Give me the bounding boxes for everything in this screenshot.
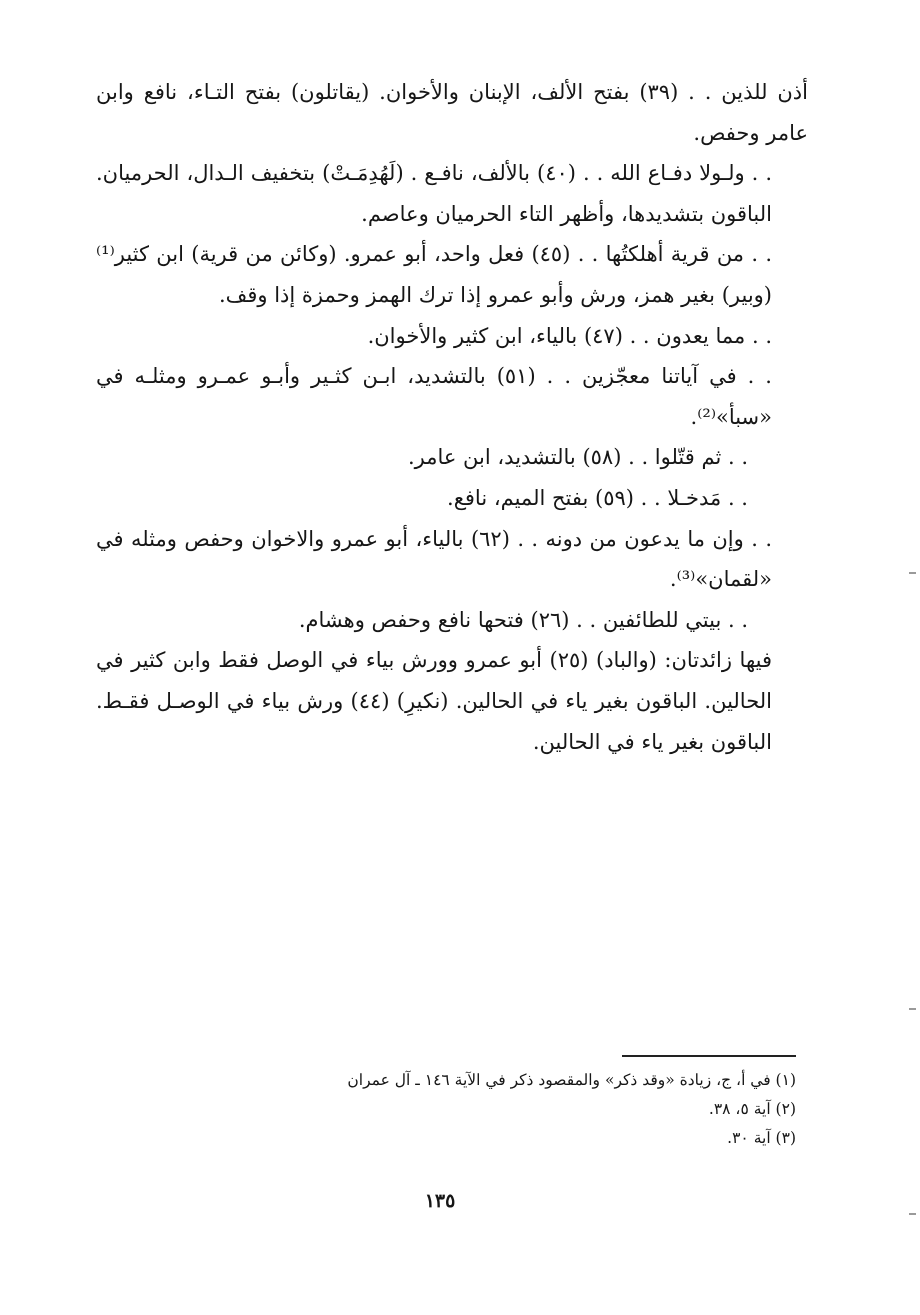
footnotes [290,1066,796,1153]
paragraph: . . مما يعدون . . (٤٧) بالياء، ابن كثير والأخوان. [367,323,772,348]
paragraph: . . بيتي للطائفين . . (٢٦) فتحها نافع وحفص وهشام. [298,607,748,632]
main-text [96,72,808,762]
footnote-divider [622,1055,796,1057]
footnote: (١) في أ، ج، زيادة «وقد ذكر» والمقصود ذكر في الآية ١٤٦ ـ آل عمران [347,1071,796,1089]
paragraph: . . مَدخـلا . . (٥٩) بفتح الميم، نافع. [447,485,748,510]
margin-mark [909,572,916,574]
margin-mark [909,1008,916,1010]
paragraph: . . في آياتنا معجّزين . . (٥١) بالتشديد، ابـن كثـير وأبـو عمـرو ومثلـه في «سبأ»⁽²⁾. [96,364,772,429]
paragraph: . . ثم قتّلوا . . (٥٨) بالتشديد، ابن عامر. [407,445,748,470]
page-number: ١٣٥ [424,1190,456,1212]
margin-mark [909,1213,916,1215]
paragraph: . . من قرية أهلكتُها . . (٤٥) فعل واحد، أبو عمرو. (وكائن من قرية) ابن كثير⁽¹⁾ (وبير) بغير همز، ورش وأبو عمرو إذا ترك الهمز وحمزة إذا وقف. [96,242,772,307]
footnote: (٣) آية ٣٠. [727,1129,796,1147]
footnote: (٢) آية ٥، ٣٨. [708,1100,796,1118]
paragraph: فيها زائدتان: (والباد) (٢٥) أبو عمرو وورش بياء في الوصل فقط وابن كثير في الحالين. الباقون بغير ياء في الحالين. (نكيرِ) (٤٤) ورش بياء في الوصـل فقـط. الباقون بغير ياء في الحالين. [96,648,772,754]
paragraph: . . ولـولا دفـاع الله . . (٤٠) بالألف، نافـع . (لَهُدِمَـتْ) بتخفيف الـدال، الحرميان. الباقون بتشديدها، وأظهر التاء الحرميان وعاصم. [96,161,772,226]
paragraph: أذن للذين . . (٣٩) بفتح الألف، الإبنان والأخوان. (يقاتلون) بفتح التـاء، نافع وابن عامر وحفص. [96,80,808,145]
paragraph: . . وإن ما يدعون من دونه . . (٦٢) بالياء، أبو عمرو والاخوان وحفص ومثله في «لقمان»⁽³⁾. [96,526,772,592]
